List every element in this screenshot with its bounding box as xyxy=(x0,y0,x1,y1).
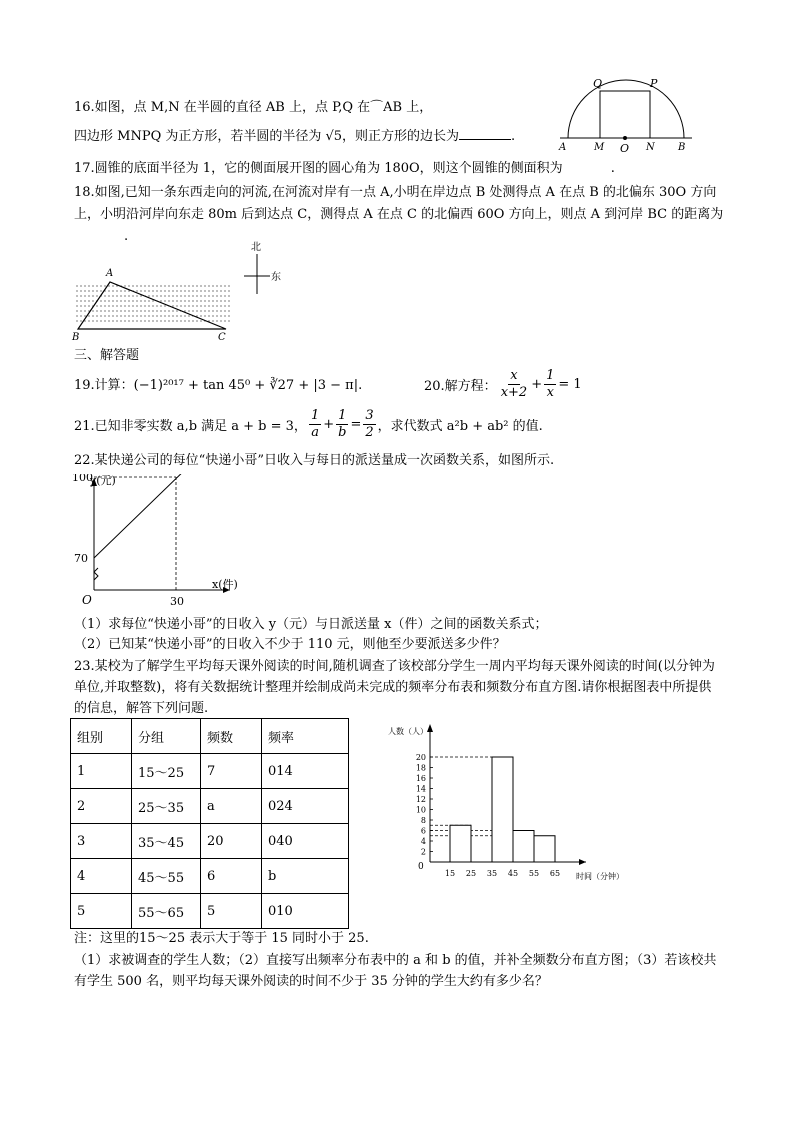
histogram-bar xyxy=(513,831,534,863)
q16-line2 xyxy=(74,128,515,146)
table-header: 频数 xyxy=(201,719,262,754)
x-axis-label: 时间（分钟） xyxy=(576,872,624,881)
fig-label-m: M xyxy=(594,142,605,153)
semicircle-figure xyxy=(556,76,696,156)
y-tick-label: 12 xyxy=(415,795,426,804)
q21 xyxy=(74,408,543,441)
table-cell: b xyxy=(262,859,349,894)
table-cell: 15～25 xyxy=(132,754,201,789)
section-title: 三、解答题 xyxy=(74,348,140,363)
fig-label-b18: B xyxy=(72,332,80,343)
x-tick-label: 30 xyxy=(170,595,184,606)
y-tick-label: 4 xyxy=(420,837,426,846)
y-tick-label: 6 xyxy=(420,826,426,836)
table-header-row xyxy=(71,719,349,754)
axis-break xyxy=(94,568,98,580)
q23-note: 注：这里的15～25 表示大于等于 15 同时小于 25. xyxy=(74,931,369,946)
q16-line1: 16.如图，点 M,N 在半圆的直径 AB 上，点 P,Q 在⌒AB 上， xyxy=(74,100,433,115)
fig-label-q: Q xyxy=(593,77,603,90)
fig-label-p: P xyxy=(650,77,658,90)
q21-frac1: $\frac{1}{a}$ xyxy=(310,408,320,440)
q22-sub1: （1）求每位“快递小哥”的日收入 y（元）与日派送量 x（件）之间的函数关系式； xyxy=(74,617,548,632)
q20-frac1: $\frac{x}{x+2}$ xyxy=(500,368,528,400)
x-tick-label: 25 xyxy=(465,869,477,878)
table-cell: 55～65 xyxy=(132,894,201,929)
x-tick-label: 35 xyxy=(486,869,498,878)
table-cell: 5 xyxy=(71,894,132,929)
table-row xyxy=(71,754,349,789)
q16-end: . xyxy=(511,129,516,144)
q18-text xyxy=(74,182,724,248)
histogram-bar xyxy=(492,757,513,862)
table-cell: 25～35 xyxy=(132,789,201,824)
q17-text: 17.圆锥的底面半径为 1，它的侧面展开图的圆心角为 180O，则这个圆锥的侧面积为 xyxy=(74,161,563,176)
income-line-chart xyxy=(70,474,260,606)
x-axis-label: x(件) xyxy=(212,578,238,591)
q21-plus: + xyxy=(323,417,335,432)
table-row xyxy=(71,824,349,859)
histogram-bar xyxy=(450,825,471,862)
answer-blank xyxy=(459,139,511,140)
q17-line xyxy=(74,160,615,178)
table-row xyxy=(71,859,349,894)
y-tick-label: 18 xyxy=(415,763,426,773)
y-axis-label: 人数（人） xyxy=(388,727,428,736)
q20-plus: + xyxy=(531,377,543,392)
q21-frac3: $\frac{3}{2}$ xyxy=(365,408,374,440)
q20-frac2: $\frac{1}{x}$ xyxy=(546,368,555,400)
y-tick-label: 2 xyxy=(420,847,426,857)
q20 xyxy=(424,368,582,401)
fig-label-c18: C xyxy=(218,332,226,343)
q21-frac2: $\frac{1}{b}$ xyxy=(338,408,347,440)
fig-label-b: B xyxy=(678,142,686,153)
table-header: 分组 xyxy=(132,719,201,754)
table-header: 组别 xyxy=(71,719,132,754)
river-figure xyxy=(70,262,240,344)
compass-icon xyxy=(240,240,290,300)
table-header: 频率 xyxy=(262,719,349,754)
y-tick-label: 8 xyxy=(420,816,426,825)
q20-rhs: = 1 xyxy=(558,377,582,392)
q18-body: 18.如图,已知一条东西走向的河流,在河流对岸有一点 A,小明在岸边点 B 处测得点 A 在点 B 的北偏东 30O 方向上，小明沿河岸向东走 80m 后到达点 C，测得点 A 在点 C 的北偏西 60O 方向上，则点 A 到河岸 BC 的距离为 xyxy=(74,185,724,222)
table-cell: 040 xyxy=(262,824,349,859)
table-cell: 2 xyxy=(71,789,132,824)
y-tick-label: 16 xyxy=(415,774,426,783)
table-cell: 4 xyxy=(71,859,132,894)
table-cell: 20 xyxy=(201,824,262,859)
q21-eq: = xyxy=(350,417,362,432)
frequency-histogram xyxy=(386,722,656,890)
table-cell: a xyxy=(201,789,262,824)
compass-east: 东 xyxy=(271,272,281,283)
table-cell: 6 xyxy=(201,859,262,894)
table-cell: 1 xyxy=(71,754,132,789)
q22-sub2: （2）已知某“快递小哥”的日收入不少于 110 元，则他至少要派送多少件？ xyxy=(74,637,506,652)
y-tick-label: 100 xyxy=(72,474,93,484)
x-tick-label: 15 xyxy=(444,869,456,878)
table-cell: 014 xyxy=(262,754,349,789)
origin-label: O xyxy=(82,593,92,606)
y-tick-label: 20 xyxy=(415,753,426,762)
origin-label: 0 xyxy=(418,862,424,872)
x-tick-label: 55 xyxy=(528,869,540,878)
table-cell: 7 xyxy=(201,754,262,789)
fig-label-a18: A xyxy=(106,268,114,279)
q20-prefix: 20.解方程： xyxy=(424,379,497,394)
y-tick-label: 10 xyxy=(415,805,426,815)
fig-label-n: N xyxy=(646,142,655,153)
x-tick-label: 45 xyxy=(507,869,519,878)
fig-label-o: O xyxy=(620,142,630,155)
table-row xyxy=(71,894,349,929)
table-cell: 3 xyxy=(71,824,132,859)
table-row xyxy=(71,789,349,824)
compass-north: 北 xyxy=(251,242,261,253)
table-cell: 024 xyxy=(262,789,349,824)
x-tick-label: 65 xyxy=(549,869,561,878)
table-cell: 35～45 xyxy=(132,824,201,859)
q21-prefix: 21.已知非零实数 a,b 满足 a + b = 3， xyxy=(74,419,307,434)
fig-label-a: A xyxy=(559,142,567,153)
y-tick-label: 70 xyxy=(74,552,88,565)
q16-line2-text: 四边形 MNPQ 为正方形，若半圆的半径为 √5，则正方形的边长为 xyxy=(74,129,460,144)
q18-end: . xyxy=(124,229,129,244)
y-tick-label: 14 xyxy=(415,784,426,794)
table-cell: 45～55 xyxy=(132,859,201,894)
q21-suffix: ，求代数式 a²b + ab² 的值. xyxy=(377,419,543,434)
q19: 19.计算：(−1)²⁰¹⁷ + tan 45⁰ + ∛27 + |3 − π|. xyxy=(74,378,363,393)
table-cell: 010 xyxy=(262,894,349,929)
q22-text: 22.某快递公司的每位“快递小哥”日收入与每日的派送量成一次函数关系，如图所示. xyxy=(74,453,555,468)
q17-end: . xyxy=(610,161,615,176)
histogram-bar xyxy=(534,836,555,862)
q23-text: 23.某校为了解学生平均每天课外阅读的时间,随机调查了该校部分学生一周内平均每天课外阅读的时间(以分钟为单位,并取整数)，将有关数据统计整理并绘制成尚未完成的频率分布表和频数分布直方图.请你根据图表中所提供的信息，解答下列问题. xyxy=(74,659,715,716)
y-axis-label: y(元) xyxy=(90,474,116,487)
table-cell: 5 xyxy=(201,894,262,929)
q23-questions: （1）求被调查的学生人数；（2）直接写出频率分布表中的 a 和 b 的值，并补全频数分布直方图；（3）若该校共有学生 500 名，则平均每天课外阅读的时间不少于 35 分钟的学生大约有多少名？ xyxy=(74,953,717,989)
x-axis-arrow xyxy=(579,859,586,865)
frequency-table xyxy=(70,718,349,929)
